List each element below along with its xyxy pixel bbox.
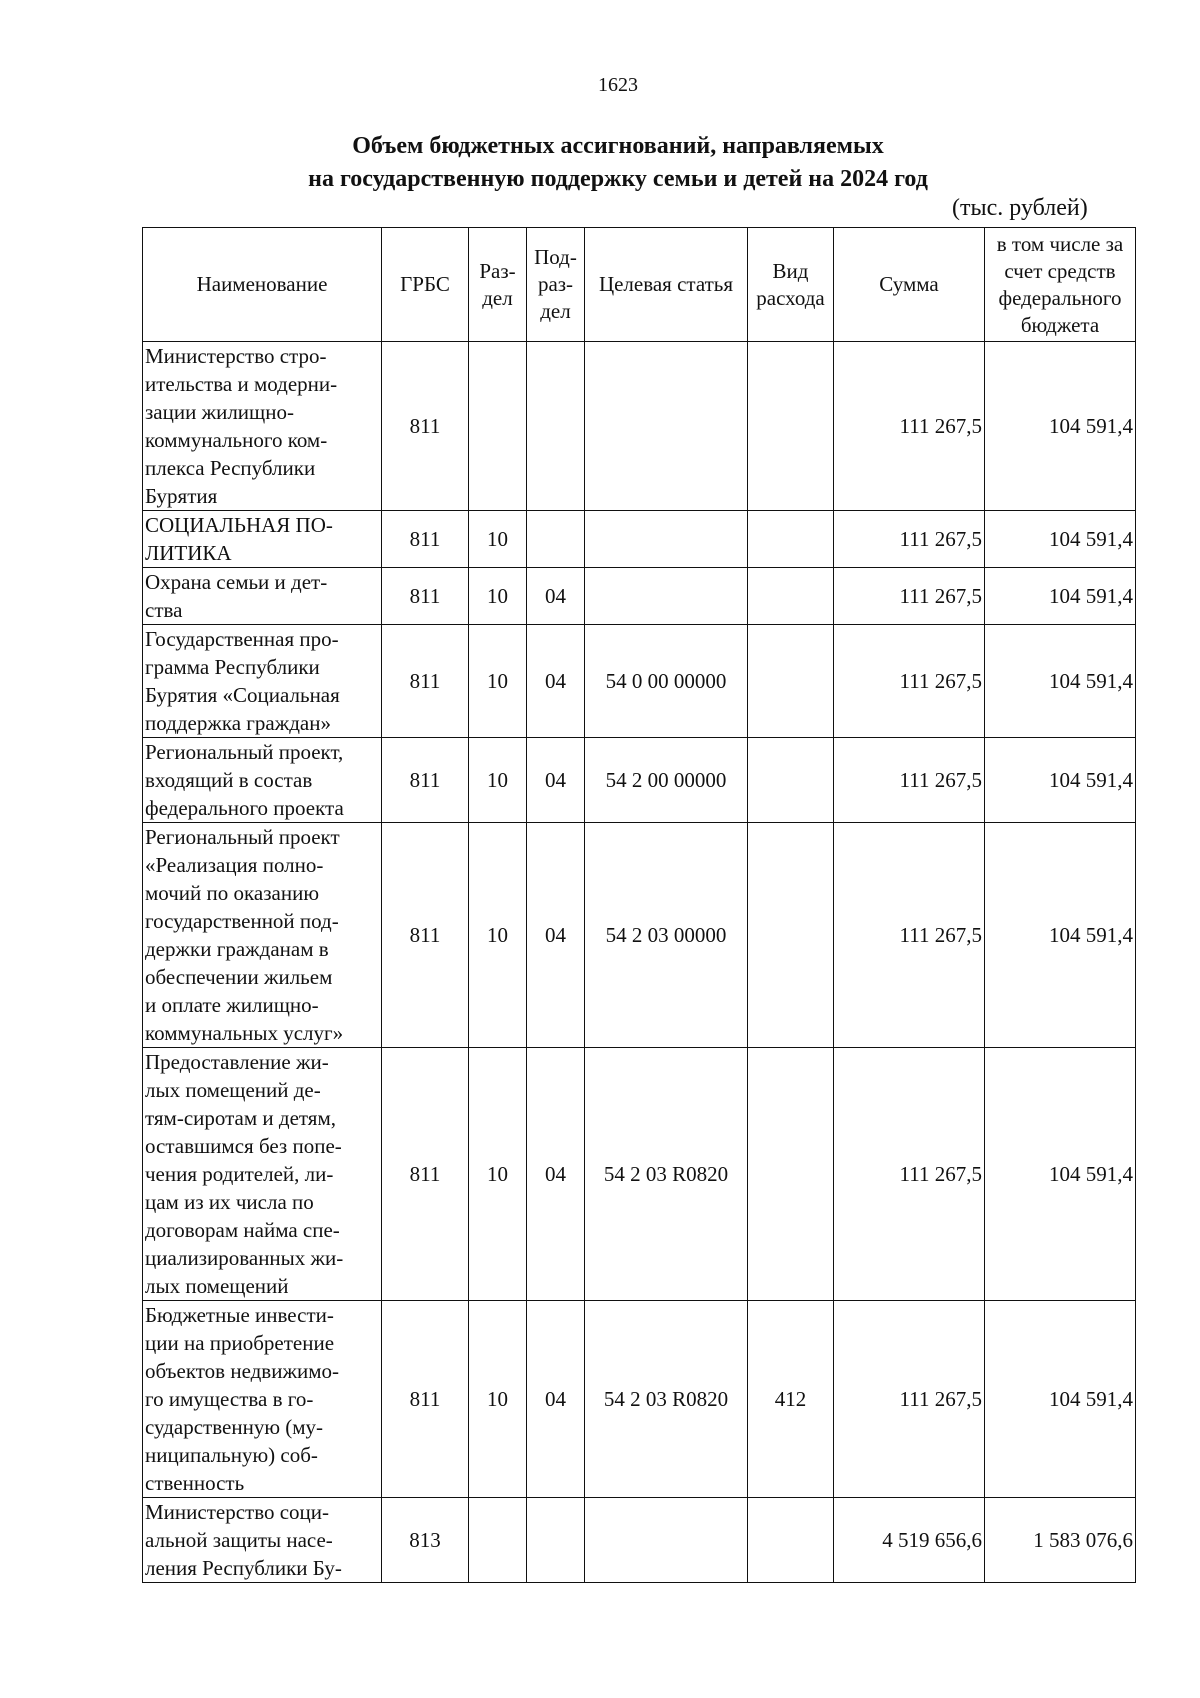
cell-vid [748,823,834,1048]
cell-grbs: 811 [382,511,469,568]
cell-celevaya: 54 2 03 R0820 [585,1048,748,1301]
cell-federal: 104 591,4 [985,511,1136,568]
cell-federal: 104 591,4 [985,342,1136,511]
cell-vid [748,511,834,568]
table-row [143,823,1136,1048]
table-row [143,1301,1136,1498]
cell-federal: 1 583 076,6 [985,1498,1136,1583]
cell-name: Региональный проект, входящий в состав федерального проекта [143,738,382,823]
table-row [143,738,1136,823]
header-name: Наименование [143,228,382,342]
cell-summa: 111 267,5 [834,511,985,568]
cell-federal: 104 591,4 [985,1048,1136,1301]
cell-federal: 104 591,4 [985,823,1136,1048]
cell-grbs: 813 [382,1498,469,1583]
cell-grbs: 811 [382,823,469,1048]
cell-name: Государственная про- грамма Республики Бурятия «Социальная поддержка граждан» [143,625,382,738]
cell-grbs: 811 [382,1301,469,1498]
cell-podrazdel: 04 [527,1301,585,1498]
cell-name: Региональный проект «Реализация полно- мочий по оказанию государственной под- держки гражданам в обеспечении жильем и оплате жилищно- коммунальных услуг» [143,823,382,1048]
cell-celevaya [585,1498,748,1583]
cell-razdel: 10 [469,823,527,1048]
cell-vid [748,568,834,625]
header-podrazdel: Под- раз- дел [527,228,585,342]
cell-name: Предоставление жи- лых помещений де- тям-сиротам и детям, оставшимся без попе- чения родителей, ли- цам из их числа по договорам найма спе- циализированных жи- лых помещений [143,1048,382,1301]
document-title [0,130,1200,196]
cell-vid [748,1498,834,1583]
header-celevaya: Целевая статья [585,228,748,342]
cell-razdel [469,342,527,511]
table-row [143,1498,1136,1583]
cell-celevaya [585,342,748,511]
cell-celevaya [585,568,748,625]
cell-podrazdel: 04 [527,738,585,823]
cell-grbs: 811 [382,738,469,823]
cell-summa: 4 519 656,6 [834,1498,985,1583]
cell-vid [748,342,834,511]
cell-federal: 104 591,4 [985,568,1136,625]
cell-name: Министерство соци- альной защиты насе- ления Республики Бу- [143,1498,382,1583]
cell-name: Охрана семьи и дет- ства [143,568,382,625]
cell-celevaya: 54 2 00 00000 [585,738,748,823]
table-row [143,1048,1136,1301]
budget-table [142,227,1136,1583]
cell-summa: 111 267,5 [834,568,985,625]
table-row [143,511,1136,568]
cell-podrazdel: 04 [527,1048,585,1301]
cell-razdel: 10 [469,511,527,568]
header-grbs: ГРБС [382,228,469,342]
cell-celevaya [585,511,748,568]
cell-razdel: 10 [469,738,527,823]
title-line-2: на государственную поддержку семьи и детей на 2024 год [308,166,928,192]
cell-razdel: 10 [469,568,527,625]
cell-name: СОЦИАЛЬНАЯ ПО- ЛИТИКА [143,511,382,568]
cell-podrazdel [527,511,585,568]
cell-vid: 412 [748,1301,834,1498]
cell-summa: 111 267,5 [834,1048,985,1301]
cell-name: Министерство стро- ительства и модерни- зации жилищно- коммунального ком- плекса Республики Бурятия [143,342,382,511]
cell-grbs: 811 [382,342,469,511]
cell-razdel: 10 [469,1048,527,1301]
cell-summa: 111 267,5 [834,738,985,823]
cell-celevaya: 54 2 03 R0820 [585,1301,748,1498]
cell-grbs: 811 [382,625,469,738]
cell-summa: 111 267,5 [834,823,985,1048]
cell-summa: 111 267,5 [834,1301,985,1498]
cell-vid [748,1048,834,1301]
header-razdel: Раз- дел [469,228,527,342]
cell-summa: 111 267,5 [834,342,985,511]
cell-razdel [469,1498,527,1583]
header-summa: Сумма [834,228,985,342]
page-number: 1623 [598,74,638,96]
header-federal: в том числе за счет средств федерального бюджета [985,228,1136,342]
header-vid: Вид расхода [748,228,834,342]
table-row [143,568,1136,625]
cell-vid [748,738,834,823]
table-row [143,625,1136,738]
cell-celevaya: 54 0 00 00000 [585,625,748,738]
header-row [143,228,1136,342]
cell-podrazdel: 04 [527,625,585,738]
title-line-1: Объем бюджетных ассигнований, направляемых [352,133,884,159]
cell-name: Бюджетные инвести- ции на приобретение объектов недвижимо- го имущества в го- сударственную (му- ниципальную) соб- ственность [143,1301,382,1498]
unit-label: (тыс. рублей) [952,195,1088,221]
cell-federal: 104 591,4 [985,1301,1136,1498]
table-body [143,342,1136,1583]
cell-razdel: 10 [469,1301,527,1498]
cell-vid [748,625,834,738]
cell-grbs: 811 [382,1048,469,1301]
cell-celevaya: 54 2 03 00000 [585,823,748,1048]
cell-federal: 104 591,4 [985,625,1136,738]
cell-podrazdel: 04 [527,823,585,1048]
cell-summa: 111 267,5 [834,625,985,738]
cell-podrazdel: 04 [527,568,585,625]
cell-federal: 104 591,4 [985,738,1136,823]
cell-grbs: 811 [382,568,469,625]
table-row [143,342,1136,511]
cell-podrazdel [527,1498,585,1583]
cell-podrazdel [527,342,585,511]
cell-razdel: 10 [469,625,527,738]
